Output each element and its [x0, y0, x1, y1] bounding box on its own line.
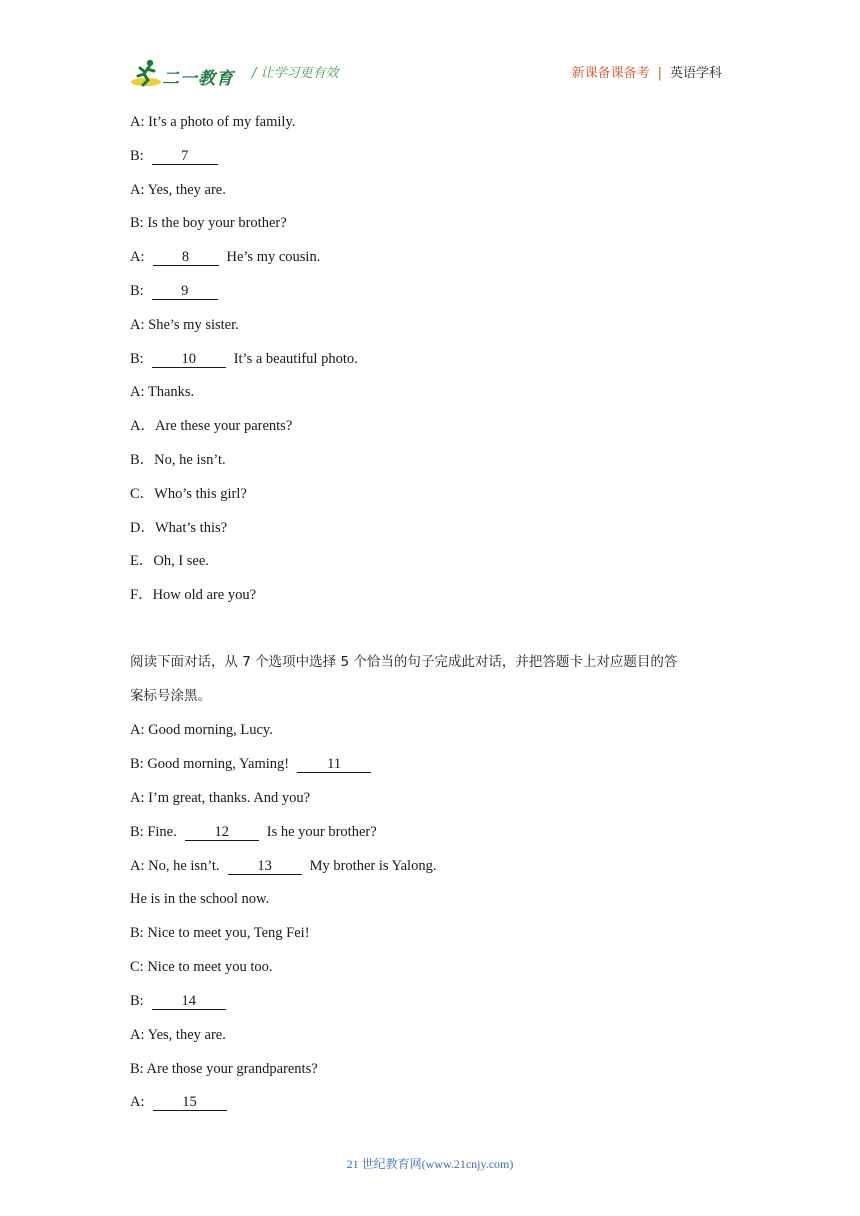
page-footer: 21 世纪教育网(www.21cnjy.com): [346, 1157, 514, 1171]
dialogue-after-text: He’s my cousin.: [226, 249, 321, 265]
dialogue-line: [130, 282, 226, 300]
dialogue-line: A: Good morning, Lucy.: [130, 722, 273, 738]
answer-blank: 11: [297, 756, 371, 773]
answer-blank: 13: [228, 858, 302, 875]
dialogue-line: A: She’s my sister.: [130, 317, 239, 333]
speaker-prefix: A:: [130, 249, 145, 265]
speaker-prefix: B:: [130, 283, 144, 299]
course-label: 新课备课备考: [571, 66, 650, 81]
speaker-prefix: B:: [130, 993, 144, 1009]
dialogue-line: B: Nice to meet you, Teng Fei!: [130, 925, 310, 941]
answer-blank: 10: [152, 351, 226, 368]
answer-blank: 8: [153, 249, 219, 266]
dialogue-line: [130, 823, 377, 841]
speaker-prefix: B: Good morning, Yaming!: [130, 756, 290, 772]
slogan: / 让学习更有效: [252, 66, 339, 81]
dialogue-line: [130, 1093, 235, 1111]
option-item: A．Are these your parents?: [130, 418, 293, 434]
instruction-text: 案标号涂黑。: [130, 688, 211, 704]
option-item: C．Who’s this girl?: [130, 486, 247, 502]
speaker-prefix: B:: [130, 351, 144, 367]
dialogue-line: [130, 147, 226, 165]
instruction-text: 阅读下面对话，从 7 个选项中选择 5 个恰当的句子完成此对话，并把答题卡上对应题目的答: [130, 654, 678, 670]
dialogue-after-text: My brother is Yalong.: [309, 858, 437, 874]
dialogue-line: [130, 992, 234, 1010]
answer-blank: 7: [152, 148, 218, 165]
answer-blank: 14: [152, 993, 226, 1010]
logo-text: 二一教育: [162, 69, 234, 89]
dialogue-line: [130, 755, 379, 773]
dialogue-line: [130, 248, 320, 266]
logo: [130, 56, 240, 90]
answer-blank: 15: [153, 1094, 227, 1111]
runner-logo-icon: [130, 56, 164, 90]
dialogue-after-text: It’s a beautiful photo.: [233, 351, 358, 367]
option-item: D．What’s this?: [130, 520, 228, 536]
header-separator: |: [657, 66, 662, 81]
subject-label: 英语学科: [669, 66, 722, 81]
header-course-info: [572, 62, 722, 81]
dialogue-line: [130, 350, 358, 368]
dialogue-line: B: Is the boy your brother?: [130, 215, 287, 231]
dialogue-line: A: I’m great, thanks. And you?: [130, 790, 311, 806]
speaker-prefix: A: No, he isn’t.: [130, 858, 220, 874]
option-item: F．How old are you?: [130, 587, 257, 603]
dialogue-line: B: Are those your grandparents?: [130, 1061, 318, 1077]
page-header: [0, 0, 860, 100]
dialogue-line: A: Thanks.: [130, 384, 195, 400]
option-item: B．No, he isn’t.: [130, 452, 226, 468]
dialogue-after-text: Is he your brother?: [266, 824, 377, 840]
dialogue-line: A: Yes, they are.: [130, 1027, 226, 1043]
speaker-prefix: B: Fine.: [130, 824, 177, 840]
dialogue-line: He is in the school now.: [130, 891, 270, 907]
dialogue-line: A: Yes, they are.: [130, 182, 226, 198]
dialogue-line: A: It’s a photo of my family.: [130, 114, 296, 130]
answer-blank: 9: [152, 283, 218, 300]
dialogue-line: C: Nice to meet you too.: [130, 959, 273, 975]
answer-blank: 12: [185, 824, 259, 841]
option-item: E．Oh, I see.: [130, 553, 209, 569]
dialogue-line: [130, 857, 436, 875]
speaker-prefix: B:: [130, 148, 144, 164]
speaker-prefix: A:: [130, 1094, 145, 1110]
